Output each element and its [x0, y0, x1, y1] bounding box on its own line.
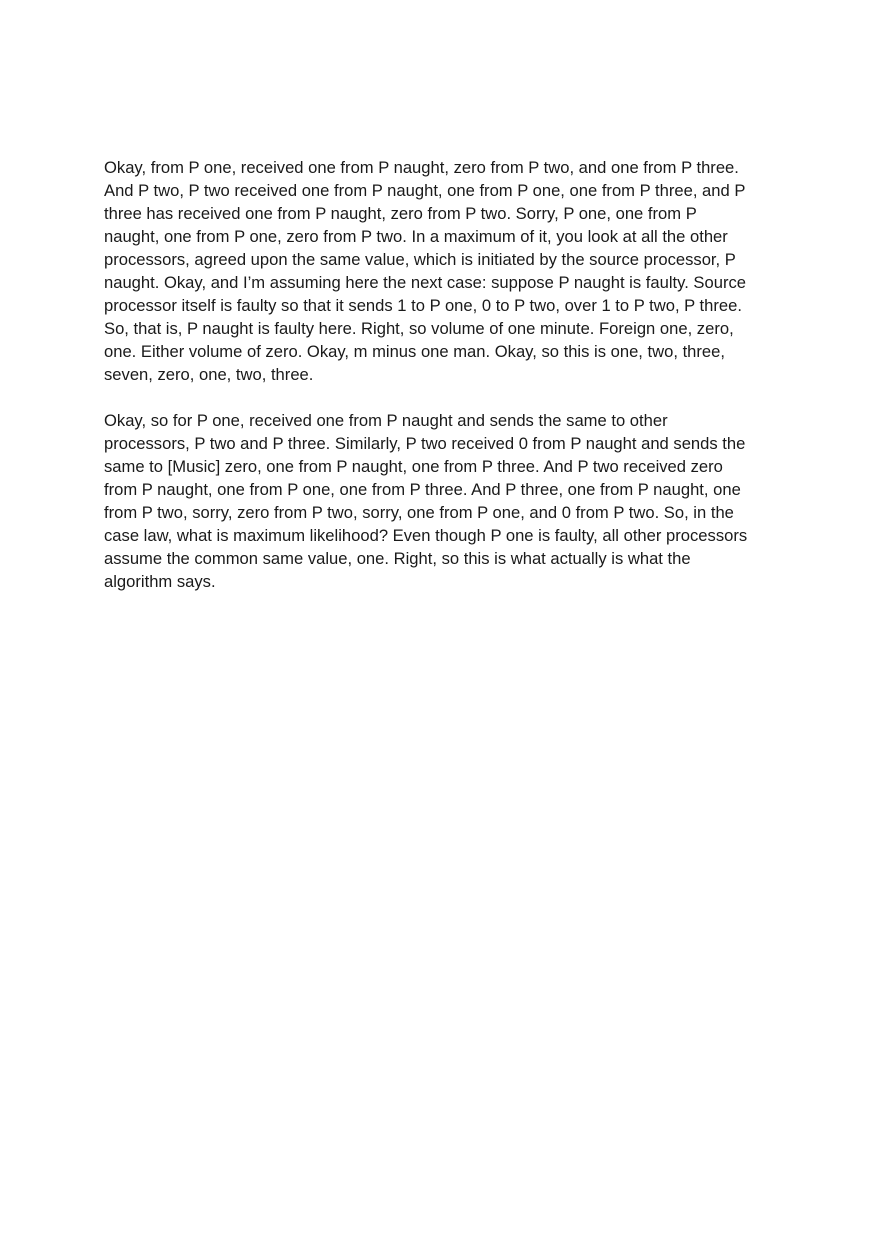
- document-body: [104, 156, 780, 593]
- paragraph-2: Okay, so for P one, received one from P naught and sends the same to other processors, P two and P three. Similarly, P two received 0 from P naught and sends the same to [Music] zero, one from P naught, one from P three. And P two received zero from P naught, one from P one, one from P three. And P three, one from P naught, one from P two, sorry, zero from P two, sorry, one from P one, and 0 from P two. So, in the case law, what is maximum likelihood? Even though P one is faulty, all other processors assume the common same value, one. Right, so this is what actually is what the algorithm says.: [104, 411, 748, 591]
- paragraph-1: Okay, from P one, received one from P naught, zero from P two, and one from P three. And P two, P two received one from P naught, one from P one, one from P three, and P three has received one from P naught, zero from P two. Sorry, P one, one from P naught, one from P one, zero from P two. In a maximum of it, you look at all the other processors, agreed upon the same value, which is initiated by the source processor, P naught. Okay, and I’m assuming here the next case: suppose P naught is faulty. Source processor itself is faulty so that it sends 1 to P one, 0 to P two, over 1 to P two, P three. So, that is, P naught is faulty here. Right, so volume of one minute. Foreign one, zero, one. Either volume of zero. Okay, m minus one man. Okay, so this is one, two, three, seven, zero, one, two, three.: [104, 158, 747, 384]
